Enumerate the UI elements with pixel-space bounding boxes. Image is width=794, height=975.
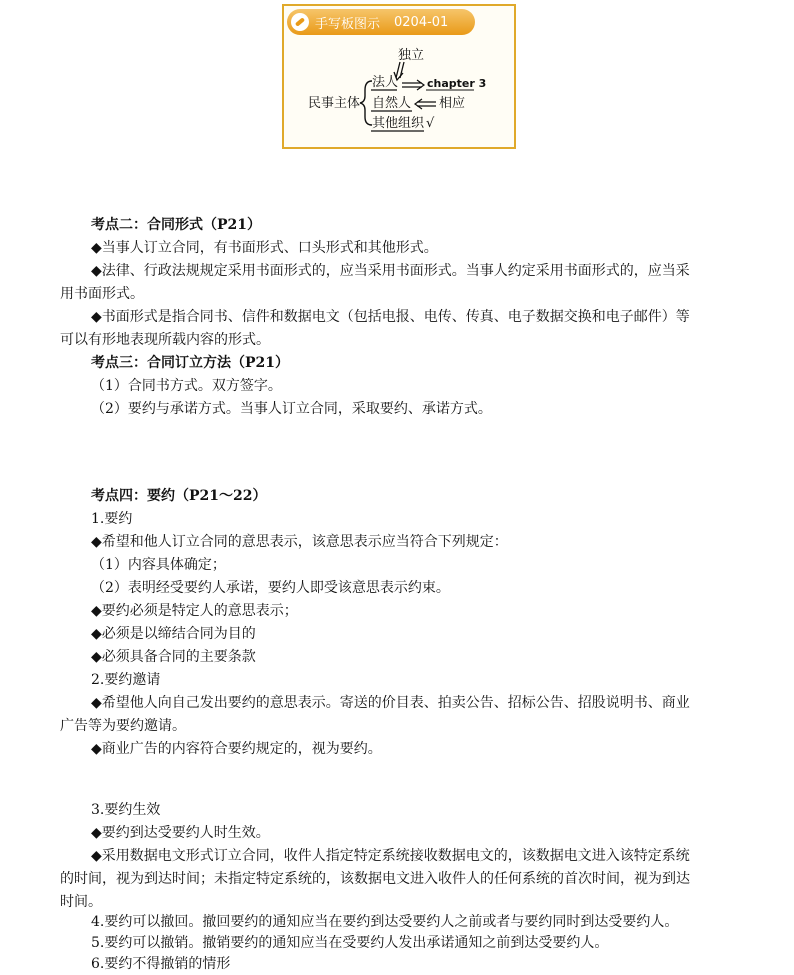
figure-title: 手写板图示 <box>315 16 381 32</box>
paragraph-line: 3.要约生效 <box>91 802 161 818</box>
paragraph-line: ◆当事人订立合同，有书面形式、口头形式和其他形式。 <box>91 240 438 256</box>
paragraph-line: ◆必须是以缔结合同为目的 <box>91 626 256 642</box>
paragraph-line: ◆采用数据电文形式订立合同，收件人指定特定系统接收数据电文的，该数据电文进入该特定系统 <box>91 848 690 864</box>
section-heading-offer: 考点四：要约（P21～22） <box>91 488 267 504</box>
label-independent: 独立 <box>398 48 425 63</box>
paragraph-line: （2）表明经受要约人承诺，要约人即受该意思表示约束。 <box>91 580 450 596</box>
check-mark: √ <box>426 116 435 131</box>
handwriting-board-figure <box>282 4 516 149</box>
paragraph-line: ◆必须具备合同的主要条款 <box>91 649 256 665</box>
paragraph-line: 4.要约可以撤回。撤回要约的通知应当在要约到达受要约人之前或者与要约同时到达受要约人。 <box>91 914 679 930</box>
label-other-org: 其他组织 <box>372 116 425 131</box>
section-heading-contract-method: 考点三：合同订立方法（P21） <box>91 355 290 371</box>
paragraph-line: 的时间，视为到达时间；未指定特定系统的，该数据电文进入收件人的任何系统的首次时间，视为到达 <box>60 871 690 887</box>
paragraph-line: 1.要约 <box>91 511 133 527</box>
paragraph-line: 用书面形式。 <box>60 286 144 302</box>
paragraph-line: ◆书面形式是指合同书、信件和数据电文（包括电报、电传、传真、电子数据交换和电子邮件）等 <box>91 309 690 325</box>
section-heading-contract-form: 考点二：合同形式（P21） <box>91 217 262 233</box>
label-corresponding: 相应 <box>439 96 466 111</box>
paragraph-line: ◆要约必须是特定人的意思表示； <box>91 603 298 619</box>
paragraph-line: 时间。 <box>60 894 102 910</box>
figure-code: 0204-01 <box>394 14 449 30</box>
paragraph-line: 可以有形地表现所载内容的形式。 <box>60 332 270 348</box>
paragraph-line: ◆希望和他人订立合同的意思表示，该意思表示应当符合下列规定： <box>91 534 508 550</box>
paragraph-line: ◆法律、行政法规规定采用书面形式的，应当采用书面形式。当事人约定采用书面形式的，应当采 <box>91 263 690 279</box>
paragraph-line: ◆要约到达受要约人时生效。 <box>91 825 270 841</box>
paragraph-line: 广告等为要约邀请。 <box>60 718 186 734</box>
brace-mark <box>360 81 372 125</box>
label-natural-person: 自然人 <box>372 96 412 111</box>
paragraph-line: 5.要约可以撤销。撤销要约的通知应当在受要约人发出承诺通知之前到达受要约人。 <box>91 935 609 951</box>
paragraph-line: 6.要约不得撤销的情形 <box>91 956 231 972</box>
paragraph-line: （1）内容具体确定； <box>91 557 226 573</box>
paragraph-line: 2.要约邀请 <box>91 672 161 688</box>
paragraph-line: （2）要约与承诺方式。当事人订立合同，采取要约、承诺方式。 <box>91 401 492 417</box>
paragraph-line: ◆商业广告的内容符合要约规定的，视为要约。 <box>91 741 382 757</box>
label-chapter: chapter 3 <box>427 77 487 90</box>
civil-subject-diagram <box>284 6 518 151</box>
paragraph-line: ◆希望他人向自己发出要约的意思表示。寄送的价目表、拍卖公告、招标公告、招股说明书、商业 <box>91 695 690 711</box>
paragraph-line: （1）合同书方式。双方签字。 <box>91 378 282 394</box>
label-legal-person: 法人 <box>372 75 399 90</box>
label-root: 民事主体 <box>308 96 361 111</box>
